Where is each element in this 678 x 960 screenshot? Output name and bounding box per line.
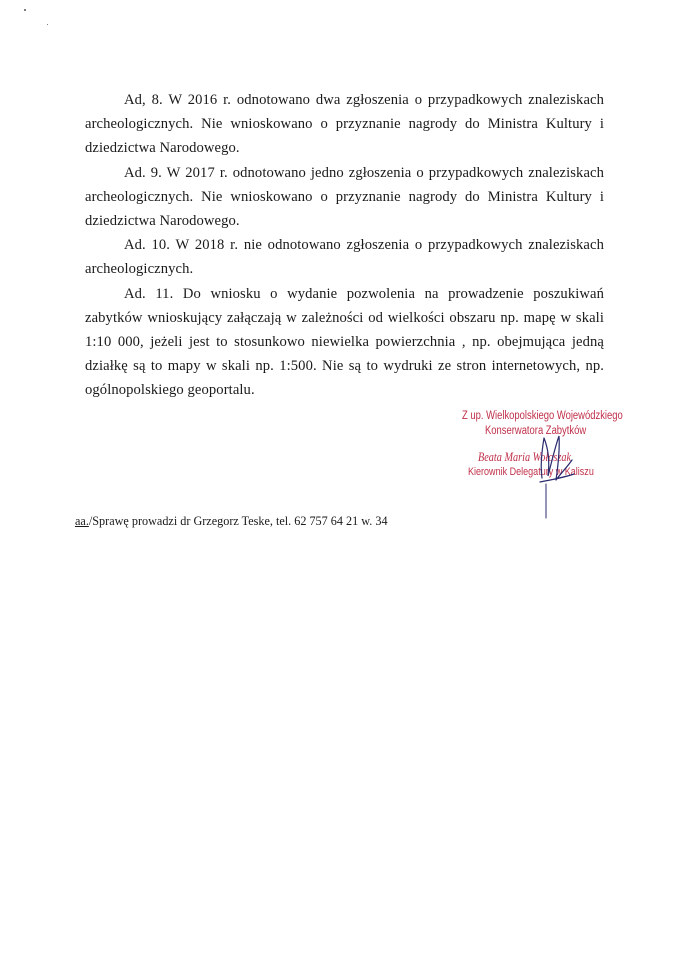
paragraph-ad-11: Ad. 11. Do wniosku o wydanie pozwolenia na prowadzenie poszukiwań zabytków wnioskujący załączają w zależności od wielkości obszaru np. mapę w skali 1:10 000, jeżeli jest to stosunkowo niewielka powierzchnia , np. obejmująca jedną działkę są to mapy w skali np. 1:500. Nie są to wydruki ze stron internetowych, np. ogólnopolskiego geoportalu.: [85, 285, 604, 399]
scan-speck: [24, 9, 26, 11]
scan-speck: [47, 24, 48, 25]
case-handler-note: [75, 514, 388, 529]
stamp-line-authority: Z up. Wielkopolskiego Wojewódzkiego: [462, 410, 623, 422]
paragraph-ad-8: Ad, 8. W 2016 r. odnotowano dwa zgłoszenia o przypadkowych znaleziskach archeologicznych. Nie wnioskowano o przyznanie nagrody do Ministra Kultury i dziedzictwa Narodowego.: [85, 92, 604, 157]
paragraph-ad-10: Ad. 10. W 2018 r. nie odnotowano zgłoszenia o przypadkowych znaleziskach archeologicznych.: [85, 237, 604, 278]
letter-body: [85, 88, 604, 403]
paragraph-ad-9: Ad. 9. W 2017 r. odnotowano jedno zgłoszenia o przypadkowych znaleziskach archeologicznych. Nie wnioskowano o przyznanie nagrody do Ministra Kultury i dziedzictwa Narodowego.: [85, 164, 604, 230]
stamp-line-office: Konserwatora Zabytków: [485, 425, 587, 437]
stamp-line-position: Kierownik Delegatury w Kaliszu: [468, 466, 594, 478]
typist-initials: aa.: [75, 514, 89, 528]
handwritten-signature: [526, 430, 586, 520]
case-handler-text: /Sprawę prowadzi dr Grzegorz Teske, tel. 62 757 64 21 w. 34: [88, 514, 388, 528]
stamp-line-name: Beata Maria Wołoszak: [478, 450, 572, 464]
